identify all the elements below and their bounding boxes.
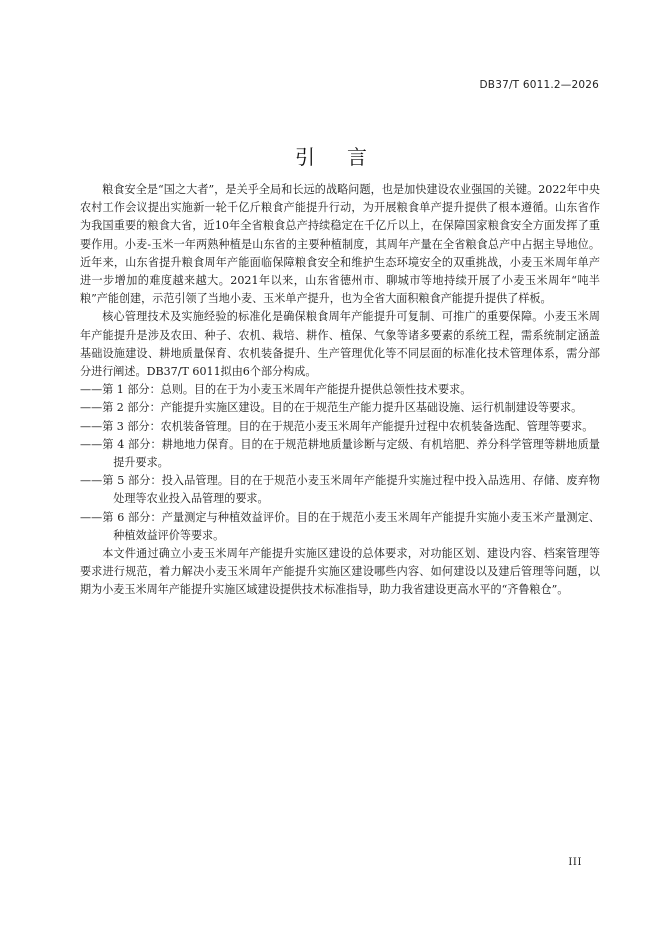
dash-bullet: ——	[80, 437, 103, 451]
parts-list	[80, 381, 600, 545]
page-title: 引言	[295, 145, 399, 169]
list-item-text: 第 3 部分：农机装备管理。目的在于规范小麦玉米周年产能提升过程中农机装备选配、管理等要求。	[102, 419, 594, 433]
list-item-part-1	[80, 381, 600, 399]
list-item-part-5	[80, 472, 600, 508]
paragraph-standardization: 核心管理技术及实施经验的标准化是确保粮食周年产能提升可复制、可推广的重要保障。小麦玉米周年产能提升是涉及农田、种子、农机、栽培、耕作、植保、气象等诸多要素的系统工程，需系统制定涵盖基础设施建设、耕地质量保育、农机装备提升、生产管理优化等不同层面的标准化技术管理体系，需分部分进行阐述。DB37/T 6011拟由6个部分构成。	[80, 310, 600, 379]
list-item-part-3	[80, 418, 600, 436]
dash-bullet: ——	[80, 510, 103, 524]
list-item-text: 第 4 部分：耕地地力保育。目的在于规范耕地质量诊断与定级、有机培肥、养分科学管理等耕地质量提升要求。	[102, 437, 600, 470]
paragraph-food-security: 粮食安全是“国之大者”，是关乎全局和长远的战略问题，也是加快建设农业强国的关键。2022年中央农村工作会议提出实施新一轮千亿斤粮食产能提升行动，为开展粮食单产提升提供了根本遵循。山东省作为我国重要的粮食大省，近10年全省粮食总产持续稳定在千亿斤以上，在保障国家粮食安全方面发挥了重要作用。小麦-玉米一年两熟种植是山东省的主要种植制度，其周年产量在全省粮食总产中占据主导地位。近年来，山东省提升粮食周年产能面临保障粮食安全和维护生态环境安全的双重挑战，小麦玉米周年单产进一步增加的难度越来越大。2021年以来，山东省德州市、聊城市等地持续开展了小麦玉米周年“吨半粮”产能创建，示范引领了当地小麦、玉米单产提升，也为全省大面积粮食产能提升提供了样板。	[80, 183, 600, 306]
list-item-text: 第 1 部分：总则。目的在于为小麦玉米周年产能提升提供总领性技术要求。	[102, 383, 472, 397]
list-item-text: 第 6 部分：产量测定与种植效益评价。目的在于规范小麦玉米周年产能提升实施小麦玉米产量测定、种植效益评价等要求。	[102, 510, 600, 542]
document-body	[80, 181, 600, 600]
dash-bullet: ——	[80, 401, 103, 415]
list-item-text: 第 5 部分：投入品管理。目的在于规范小麦玉米周年产能提升实施过程中投入品选用、存储、废弃物处理等农业投入品管理的要求。	[102, 474, 600, 506]
dash-bullet: ——	[80, 474, 103, 488]
list-item-text: 第 2 部分：产能提升实施区建设。目的在于规范生产能力提升区基础设施、运行机制建设等要求。	[102, 401, 583, 415]
page-number: III	[568, 857, 582, 868]
dash-bullet: ——	[80, 383, 103, 397]
paragraph-closing: 本文件通过确立小麦玉米周年产能提升实施区建设的总体要求，对功能区划、建设内容、档案管理等要求进行规范，着力解决小麦玉米周年产能提升实施区建设哪些内容、如何建设以及建后管理等问题，以期为小麦玉米周年产能提升实施区域建设提供技术标准指导，助力我省建设更高水平的“齐鲁粮仓”。	[80, 547, 600, 597]
list-item-part-4	[80, 436, 600, 472]
document-code: DB37/T 6011.2—2026	[479, 79, 599, 91]
list-item-part-6	[80, 509, 600, 545]
dash-bullet: ——	[80, 419, 103, 433]
list-item-part-2	[80, 399, 600, 417]
